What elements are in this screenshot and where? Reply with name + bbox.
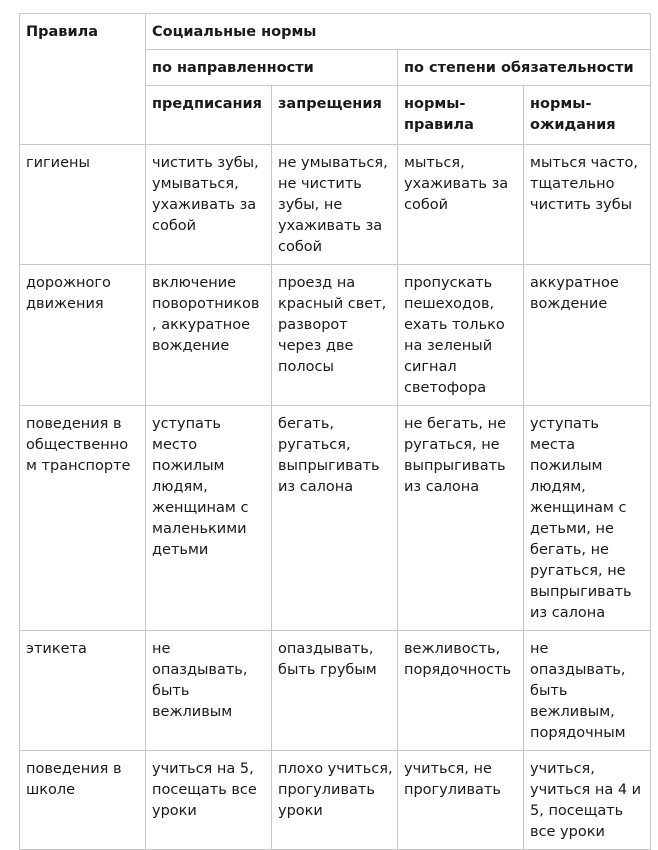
prohibitions-cell: проезд на красный свет, разворот через две полосы: [272, 265, 398, 406]
norm-rules-cell: мыться, ухаживать за собой: [398, 145, 524, 265]
row-rule-cell: дорожного движения: [20, 265, 146, 406]
table-row: [20, 145, 651, 265]
header-row-1: [20, 14, 651, 50]
table-body: [20, 145, 651, 850]
row-rule-cell: этикета: [20, 631, 146, 751]
prohibitions-cell: бегать, ругаться, выпрыгивать из салона: [272, 406, 398, 631]
row-rule-cell: поведения в школе: [20, 751, 146, 850]
norm-expectations-cell: учиться, учиться на 4 и 5, посещать все уроки: [524, 751, 651, 850]
header-prohibitions: запрещения: [272, 86, 398, 145]
header-norm-rules: нормы- правила: [398, 86, 524, 145]
norm-rules-cell: вежливость, порядочность: [398, 631, 524, 751]
table-row: [20, 751, 651, 850]
prohibitions-cell: плохо учиться, прогуливать уроки: [272, 751, 398, 850]
table-row: [20, 265, 651, 406]
header-norm-expectations: нормы- ожидания: [524, 86, 651, 145]
header-rules: Правила: [20, 14, 146, 145]
prescriptions-cell: учиться на 5, посещать все уроки: [146, 751, 272, 850]
row-rule-cell: поведения в общественно м транспорте: [20, 406, 146, 631]
norm-rules-cell: не бегать, не ругаться, не выпрыгивать из салона: [398, 406, 524, 631]
row-rule-cell: гигиены: [20, 145, 146, 265]
header-by-direction: по направленности: [146, 50, 398, 86]
norm-rules-cell: пропускать пешеходов, ехать только на зеленый сигнал светофора: [398, 265, 524, 406]
prescriptions-cell: уступать место пожилым людям, женщинам с маленькими детьми: [146, 406, 272, 631]
header-by-obligation: по степени обязательности: [398, 50, 651, 86]
prescriptions-cell: включение поворотников , аккуратное вождение: [146, 265, 272, 406]
prescriptions-cell: чистить зубы, умываться, ухаживать за собой: [146, 145, 272, 265]
prescriptions-cell: не опаздывать, быть вежливым: [146, 631, 272, 751]
norm-expectations-cell: аккуратное вождение: [524, 265, 651, 406]
table-row: [20, 406, 651, 631]
norm-expectations-cell: мыться часто, тщательно чистить зубы: [524, 145, 651, 265]
social-norms-table: [19, 13, 651, 850]
prohibitions-cell: опаздывать, быть грубым: [272, 631, 398, 751]
prohibitions-cell: не умываться, не чистить зубы, не ухаживать за собой: [272, 145, 398, 265]
norm-rules-cell: учиться, не прогуливать: [398, 751, 524, 850]
table-header: [20, 14, 651, 145]
header-prescriptions: предписания: [146, 86, 272, 145]
table-row: [20, 631, 651, 751]
norm-expectations-cell: не опаздывать, быть вежливым, порядочным: [524, 631, 651, 751]
norm-expectations-cell: уступать места пожилым людям, женщинам с детьми, не бегать, не ругаться, не выпрыгивать из салона: [524, 406, 651, 631]
header-social-norms: Социальные нормы: [146, 14, 651, 50]
